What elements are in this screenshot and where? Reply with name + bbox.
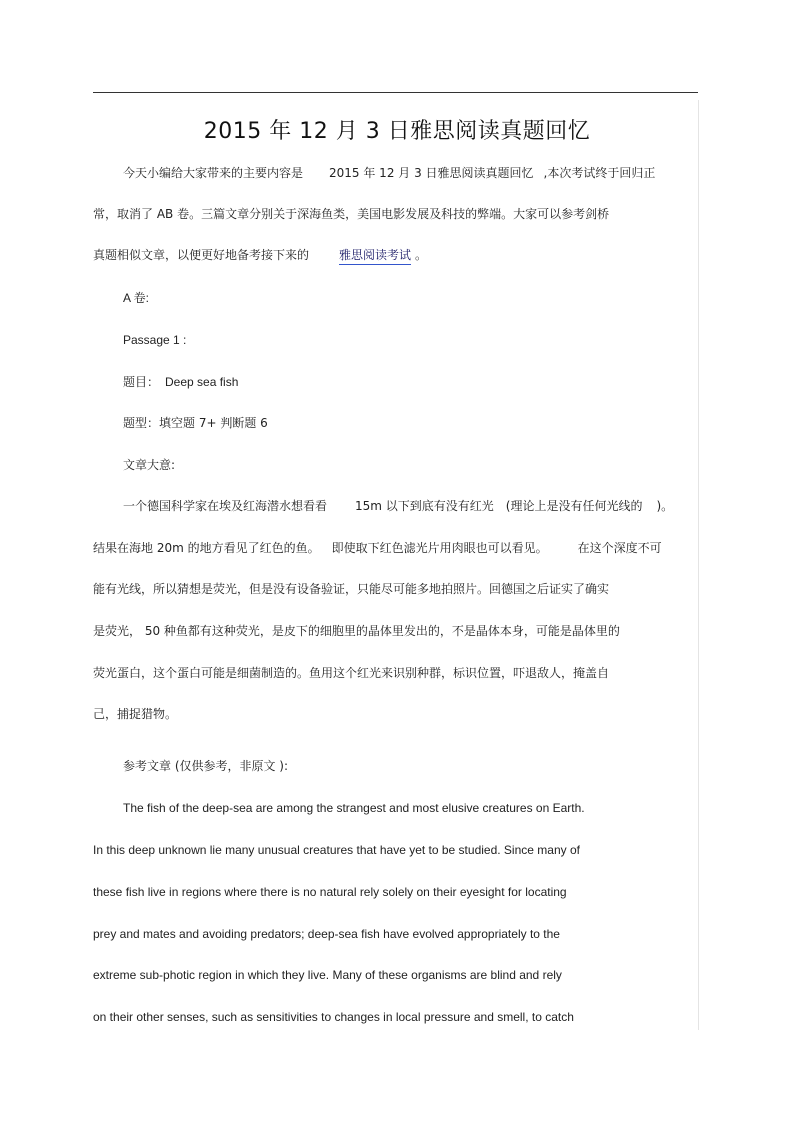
summary-text-g: 在这个深度不可 [577, 541, 662, 555]
intro-text-d: 真题相似文章，以便更好地备考接下来的 [93, 248, 310, 262]
summary-line-4: 是荧光， 50 种鱼都有这种荧光，是皮下的细胞里的晶体里发出的，不是晶体本身，可能是晶体里的 [93, 624, 620, 638]
summary-text-f: 即使取下红色滤光片用肉眼也可以看见。 [331, 541, 548, 555]
summary-text-c: (理论上是没有任何光线的 [505, 499, 643, 513]
summary-line-1 [123, 497, 673, 515]
summary-line-3: 能有光线，所以猜想是荧光，但是没有设备验证，只能尽可能多地拍照片。回德国之后证实了确实 [93, 582, 610, 596]
right-margin-line [698, 100, 699, 1030]
reference-line-4: prey and mates and avoiding predators; deep-sea fish have evolved appropriately to the [93, 927, 560, 941]
intro-text-b: 2015 年 12 月 3 日雅思阅读真题回忆 [329, 166, 534, 180]
ielts-reading-exam-link[interactable]: 雅思阅读考试 [339, 248, 411, 265]
topic-label: 题目： [123, 375, 160, 389]
summary-line-6: 己，捕捉猎物。 [93, 707, 178, 721]
reference-line-1: The fish of the deep-sea are among the strangest and most elusive creatures on Earth. [123, 801, 585, 815]
summary-label: 文章大意: [123, 458, 176, 472]
topic-value: Deep sea fish [165, 375, 239, 389]
intro-text-c: ,本次考试终于回归正 [543, 166, 656, 180]
reference-line-2: In this deep unknown lie many unusual creatures that have yet to be studied. Since many of [93, 843, 580, 857]
summary-text-d: )。 [656, 499, 674, 513]
summary-line-5: 荧光蛋白，这个蛋白可能是细菌制造的。鱼用这个红光来识别种群，标识位置，吓退敌人，掩盖自 [93, 666, 610, 680]
volume-label: A 卷: [123, 291, 150, 305]
intro-line-2: 常，取消了 AB 卷。三篇文章分别关于深海鱼类，美国电影发展及科技的弊端。大家可以参考剑桥 [93, 207, 610, 221]
reference-line-6: on their other senses, such as sensitivities to changes in local pressure and smell, to catch [93, 1010, 574, 1024]
passage-label: Passage 1 : [123, 333, 187, 347]
top-divider [93, 92, 698, 93]
reference-line-3: these fish live in regions where there is no natural rely solely on their eyesight for locating [93, 885, 567, 899]
page-title: 2015 年 12 月 3 日雅思阅读真题回忆 [203, 119, 591, 144]
summary-text-b: 15m 以下到底有没有红光 [355, 499, 494, 513]
question-type: 题型：填空题 7+ 判断题 6 [123, 416, 268, 430]
intro-line-3 [93, 246, 427, 264]
intro-line-1 [123, 164, 655, 182]
summary-line-2 [93, 539, 662, 557]
summary-text-a: 一个德国科学家在埃及红海潜水想看看 [123, 499, 328, 513]
intro-text-e: 。 [415, 248, 428, 262]
summary-text-e: 结果在海地 20m 的地方看见了红色的鱼。 [93, 541, 320, 555]
reference-line-5: extreme sub-photic region in which they live. Many of these organisms are blind and rely [93, 968, 562, 982]
intro-text-a: 今天小编给大家带来的主要内容是 [123, 166, 304, 180]
reference-label: 参考文章 (仅供参考，非原文 ): [123, 759, 289, 773]
topic-line [123, 373, 238, 391]
